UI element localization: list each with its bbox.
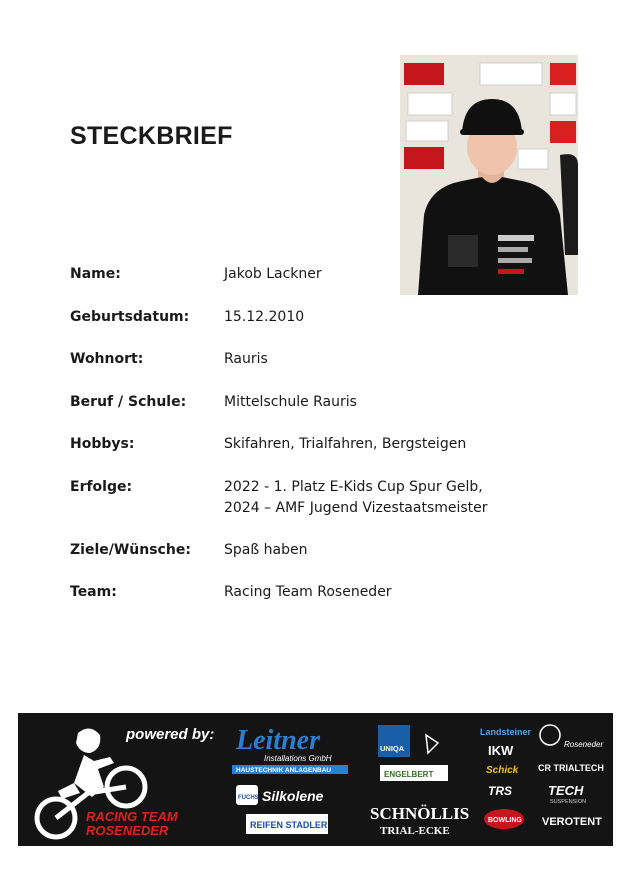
- uniqa-logo: UNIQA: [380, 744, 405, 753]
- profile-photo: [400, 55, 578, 295]
- team-name-line2: ROSENEDER: [86, 823, 169, 838]
- silkolene-logo: Silkolene: [262, 788, 324, 804]
- row-label: Beruf / Schule:: [70, 394, 187, 410]
- row-value: Jakob Lackner: [224, 266, 322, 282]
- tech-subtitle: SUSPENSION: [550, 799, 587, 805]
- trialtech-logo: CR TRIALTECH: [538, 763, 604, 773]
- engelbert-logo: ENGELBERT: [384, 770, 434, 779]
- kw-logo: IKW: [488, 743, 514, 758]
- leitner-logo: Leitner: [236, 725, 320, 756]
- fuchs-logo: FUCHS: [238, 795, 259, 801]
- page-title: STECKBRIEF: [70, 122, 233, 150]
- row-label: Geburtsdatum:: [70, 309, 190, 325]
- team-name-line1: RACING TEAM: [86, 809, 178, 824]
- powered-by-text: powered by:: [126, 726, 215, 743]
- row-label: Team:: [70, 584, 117, 600]
- schoellis-logo: SCHNÖLLIS: [370, 804, 470, 823]
- row-label: Hobbys:: [70, 436, 135, 452]
- row-value: Skifahren, Trialfahren, Bergsteigen: [224, 436, 467, 452]
- schoellis-subtitle: TRIAL-ECKE: [380, 825, 450, 837]
- row-label: Erfolge:: [70, 479, 133, 495]
- row-value: 15.12.2010: [224, 309, 305, 325]
- row-value: Rauris: [224, 351, 268, 367]
- row-value-2: 2024 – AMF Jugend Vizestaatsmeister: [224, 500, 488, 516]
- row-value: Mittelschule Rauris: [224, 394, 357, 410]
- reifen-stadler-logo: REIFEN STADLER: [250, 820, 328, 830]
- sponsor-banner: [18, 713, 613, 846]
- verotent-logo: VEROTENT: [542, 816, 602, 828]
- landsteiner-logo: Landsteiner: [480, 727, 532, 737]
- row-value: 2022 - 1. Platz E-Kids Cup Spur Gelb,: [224, 479, 483, 495]
- bowling-logo: BOWLING: [488, 817, 522, 824]
- row-value: Racing Team Roseneder: [224, 584, 392, 600]
- leitner-subtitle-2: HAUSTECHNIK ANLAGENBAU: [236, 767, 332, 774]
- trs-logo: TRS: [488, 784, 512, 798]
- leitner-subtitle: Installations GmbH: [264, 754, 332, 763]
- tech-logo: TECH: [548, 783, 584, 798]
- row-label: Wohnort:: [70, 351, 144, 367]
- row-label: Ziele/Wünsche:: [70, 542, 191, 558]
- row-label: Name:: [70, 266, 121, 282]
- row-value: Spaß haben: [224, 542, 308, 558]
- roseneder-logo: Roseneder: [564, 740, 604, 749]
- schick-logo: Schick: [486, 765, 519, 776]
